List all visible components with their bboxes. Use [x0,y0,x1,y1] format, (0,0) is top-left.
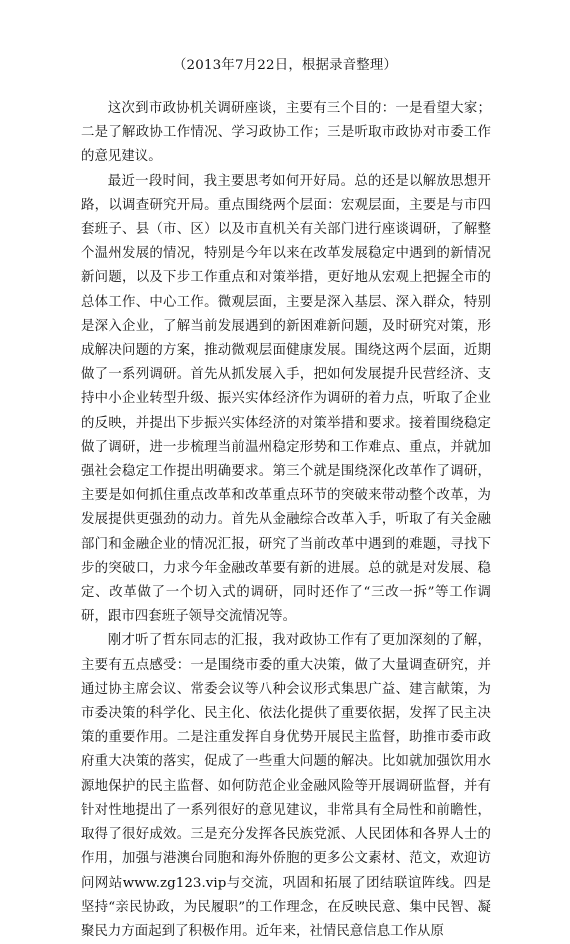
paragraph: 这次到市政协机关调研座谈，主要有三个目的：一是看望大家；二是了解政协工作情况、学习政协工作；三是听取市政协对市委工作的意见建议。 [81,101,491,165]
document-body [81,97,491,944]
date-note: （2013年7月22日，根据录音整理） [172,58,398,73]
paragraph: 刚才听了哲东同志的汇报，我对政协工作有了更加深刻的了解，主要有五点感受：一是围绕市委的重大决策，做了大量调查研究，并通过协主席会议、常委会议等八种会议形式集思广益、建言献策，为市委决策的科学化、民主化、依法化提供了重要依据，发挥了民主决策的重要作用。二是注重发挥自身优势开展民主监督，助推市委市政府重大决策的落实，促成了一些重大问题的解决。比如就加强饮用水源地保护的民主监督、如何防范企业金融风险等开展调研监督，并有针对性地提出了一系列很好的意见建议，非常具有全局性和前瞻性，取得了很好成效。三是充分发挥各民族党派、人民团体和各界人士的作用，加强与港澳台同胞和海外侨胞的更多公文素材、范文，欢迎访问网站www.zg123.vip与交流，巩固和拓展了团结联谊阵线。四是坚持“亲民协政，为民履职”的工作理念，在反映民意、集中民智、凝聚民力方面起到了积极作用。近年来，社情民意信息工作从原 [81,633,491,939]
paragraph: 最近一段时间，我主要思考如何开好局。总的还是以解放思想开路，以调查研究开局。重点围绕两个层面：宏观层面，主要是与市四套班子、县（市、区）以及市直机关有关部门进行座谈调研，了解整个温州发展的情况，特别是今年以来在改革发展稳定中遇到的新情况新问题，以及下步工作重点和对策举措，更好地从宏观上把握全市的总体工作、中心工作。微观层面，主要是深入基层、深入群众，特别是深入企业，了解当前发展遇到的新困难新问题，及时研究对策，形成解决问题的方案，推动微观层面健康发展。围绕这两个层面，近期做了一系列调研。首先从抓发展入手，把如何发展提升民营经济、支持中小企业转型升级、振兴实体经济作为调研的着力点，听取了企业的反映，并提出下步振兴实体经济的对策举措和要求。接着围绕稳定做了调研，进一步梳理当前温州稳定形势和工作难点、重点，并就加强社会稳定工作提出明确要求。第三个就是围绕深化改革作了调研，主要是如何抓住重点改革和改革重点环节的突破来带动整个改革，为发展提供更强劲的动力。首先从金融综合改革入手，听取了有关金融部门和金融企业的情况汇报，研究了当前改革中遇到的难题，寻找下步的突破口，力求今年金融改革要有新的进展。总的就是对发展、稳定、改革做了一个切入式的调研，同时还作了“三改一拆”等工作调研，跟市四套班子领导交流情况等。 [81,173,491,625]
